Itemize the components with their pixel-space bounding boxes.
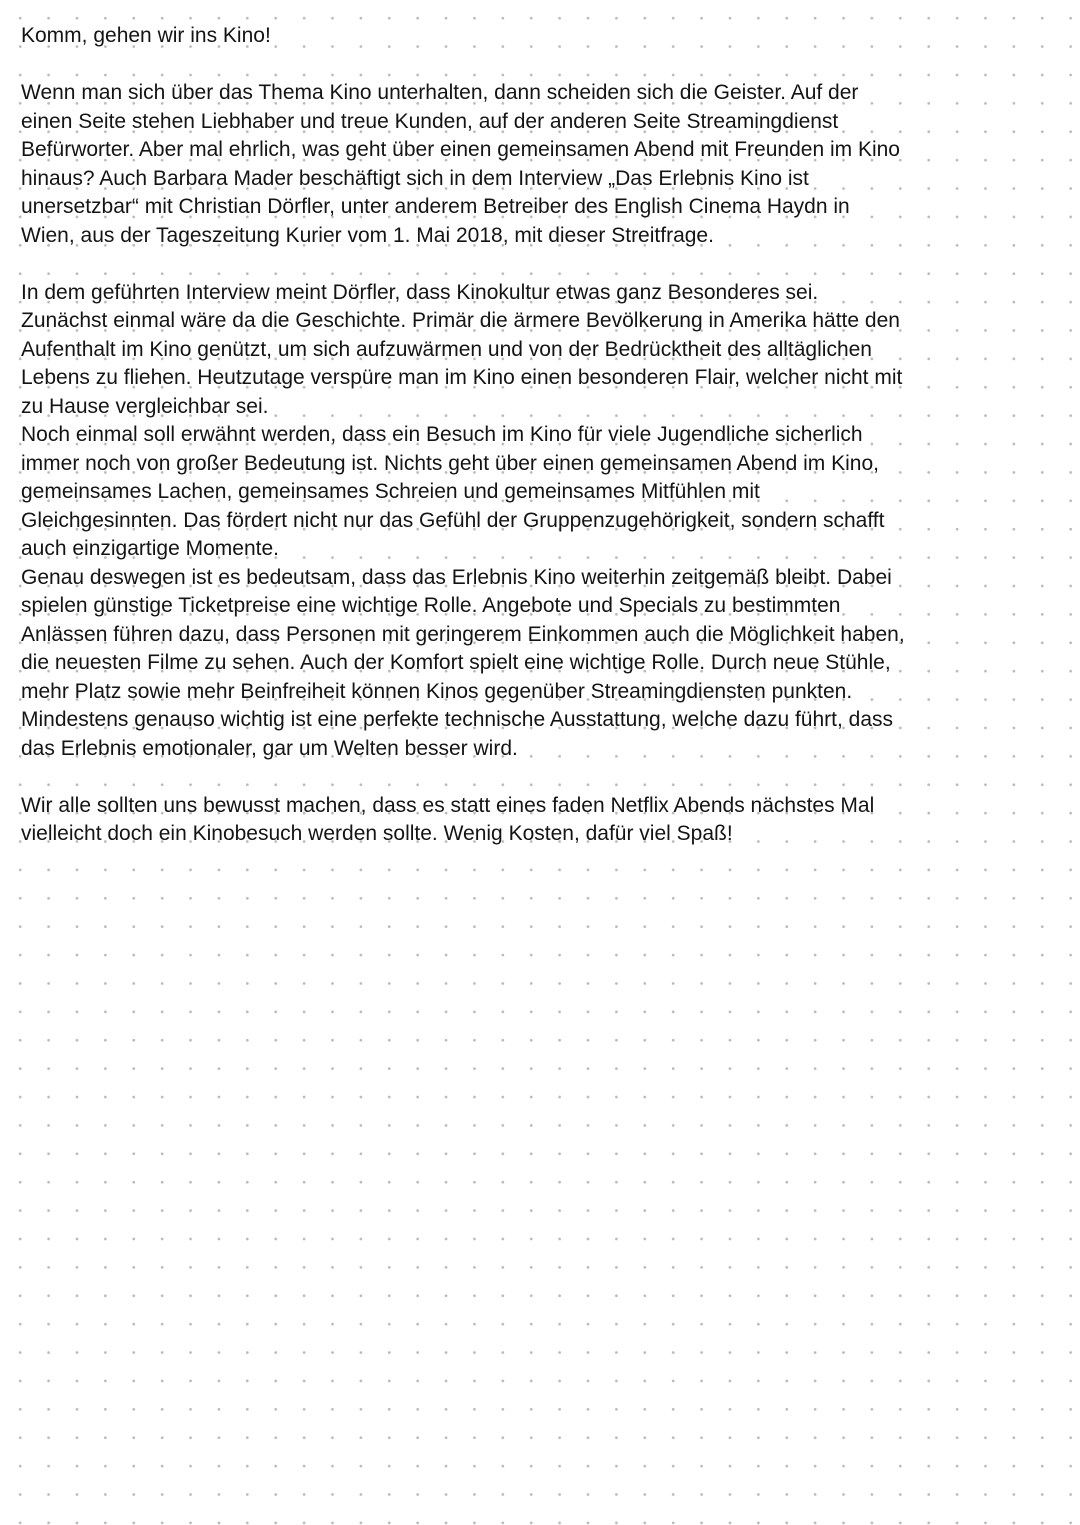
body-paragraph-3: [21, 564, 1040, 764]
text-line: vielleicht doch ein Kinobesuch werden sollte. Wenig Kosten, dafür viel Spaß!: [21, 822, 733, 845]
text-line: Befürworter. Aber mal ehrlich, was geht über einen gemeinsamen Abend mit Freunden im Kino: [21, 138, 900, 161]
text-line: Mindestens genauso wichtig ist eine perfekte technische Ausstattung, welche dazu führt, dass: [21, 708, 894, 731]
text-line: Wenn man sich über das Thema Kino unterhalten, dann scheiden sich die Geister. Auf der: [21, 81, 859, 104]
text-line: Genau deswegen ist es bedeutsam, dass das Erlebnis Kino weiterhin zeitgemäß bleibt. Dabei: [21, 565, 892, 589]
text-line: Gleichgesinnten. Das fördert nicht nur das Gefühl der Gruppenzugehörigkeit, sondern schafft: [21, 508, 885, 532]
text-line: Aufenthalt im Kino genützt, um sich aufzuwärmen und von der Bedrücktheit des alltäglichen: [21, 337, 872, 361]
text-line: die neuesten Filme zu sehen. Auch der Komfort spielt eine wichtige Rolle. Durch neue Stühle,: [21, 651, 891, 674]
body-paragraph-1: [21, 279, 1040, 422]
blank-line: [21, 250, 1040, 279]
text-line: einen Seite stehen Liebhaber und treue Kunden, auf der anderen Seite Streamingdienst: [21, 109, 839, 133]
text-line: zu Hause vergleichbar sei.: [21, 394, 269, 418]
text-line: gemeinsames Lachen, gemeinsames Schreien und gemeinsames Mitfühlen mit: [21, 480, 760, 503]
conclusion-paragraph: [21, 792, 1040, 849]
text-line: In dem geführten Interview meint Dörfler, dass Kinokultur etwas ganz Besonderes sei.: [21, 280, 819, 304]
blank-line: [21, 51, 1040, 80]
text-line: das Erlebnis emotionaler, gar um Welten besser wird.: [21, 736, 518, 760]
text-line: Lebens zu fliehen. Heutzutage verspüre man im Kino einen besonderen Flair, welcher nicht mit: [21, 366, 903, 389]
text-line: unersetzbar“ mit Christian Dörfler, unter anderem Betreiber des English Cinema Haydn in: [21, 195, 850, 218]
text-line: Wir alle sollten uns bewusst machen, dass es statt eines faden Netflix Abends nächstes Mal: [21, 793, 875, 817]
text-line: Wien, aus der Tageszeitung Kurier vom 1. Mai 2018, mit dieser Streitfrage.: [21, 223, 714, 247]
blank-line: [21, 763, 1040, 792]
text-line: hinaus? Auch Barbara Mader beschäftigt sich in dem Interview „Das Erlebnis Kino ist: [21, 166, 809, 190]
text-line: Anlässen führen dazu, dass Personen mit geringerem Einkommen auch die Möglichkeit haben,: [21, 622, 905, 646]
text-line: mehr Platz sowie mehr Beinfreiheit können Kinos gegenüber Streamingdiensten punkten.: [21, 679, 853, 703]
text-line: spielen günstige Ticketpreise eine wichtige Rolle. Angebote und Specials zu bestimmten: [21, 594, 841, 617]
text-line: immer noch von großer Bedeutung ist. Nichts geht über einen gemeinsamen Abend im Kino,: [21, 451, 879, 475]
text-line: auch einzigartige Momente.: [21, 537, 279, 560]
text-line: Zunächst einmal wäre da die Geschichte. Primär die ärmere Bevölkerung in Amerika hätte den: [21, 309, 900, 332]
body-paragraph-2: [21, 421, 1040, 564]
essay-title: Komm, gehen wir ins Kino!: [21, 24, 271, 47]
intro-paragraph: [21, 79, 1040, 250]
text-line: Noch einmal soll erwähnt werden, dass ein Besuch im Kino für viele Jugendliche sicherlich: [21, 423, 863, 446]
